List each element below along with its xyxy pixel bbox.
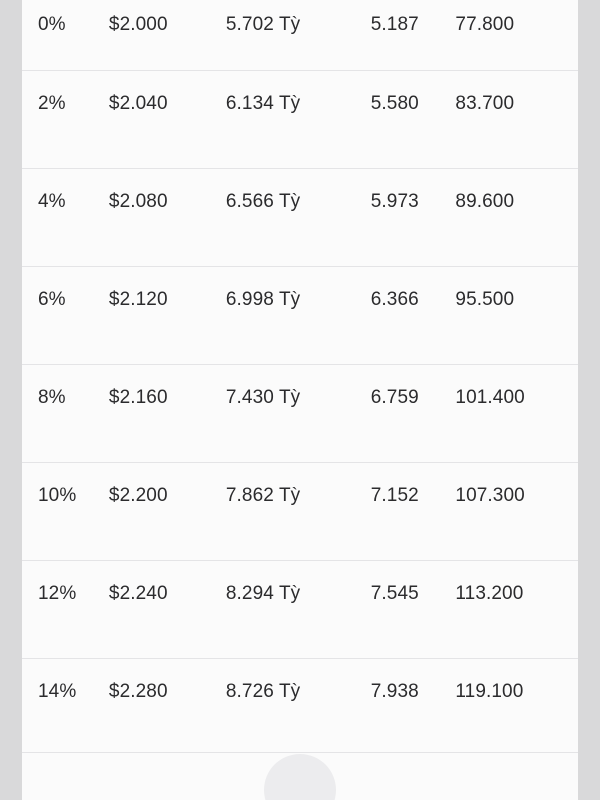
cell-text: 0%	[38, 14, 66, 35]
cell-percent	[22, 658, 109, 756]
cell-text: 4%	[38, 190, 66, 212]
cell-amount	[109, 560, 226, 658]
table-body	[22, 0, 578, 756]
cell-text: 77.800	[455, 14, 515, 35]
cell-text: $2.160	[108, 386, 168, 408]
cell-ratio	[371, 0, 456, 70]
cell-ratio	[371, 266, 456, 364]
cell-text: $2.200	[108, 484, 168, 506]
cell-text: 101.400	[455, 386, 525, 408]
cell-total	[226, 266, 371, 364]
cell-units	[455, 266, 578, 364]
cell-ratio	[371, 70, 456, 168]
cell-total	[226, 168, 371, 266]
cell-percent	[22, 0, 109, 70]
table-row[interactable]	[22, 364, 578, 462]
cell-total	[226, 70, 371, 168]
right-edge-gutter	[578, 0, 600, 800]
cell-ratio	[371, 658, 456, 756]
cell-text: 113.200	[455, 582, 524, 604]
table-row[interactable]	[22, 0, 578, 70]
cell-text: $2.000	[108, 14, 168, 35]
cell-text: 10%	[38, 484, 77, 506]
cell-amount	[109, 266, 226, 364]
cell-amount	[109, 70, 226, 168]
cell-text: 7.545	[370, 582, 419, 604]
cell-text: 5.973	[370, 190, 419, 212]
cell-text: 7.938	[370, 680, 419, 702]
cell-text: 7.430 Tỳ	[225, 386, 301, 408]
cell-units	[455, 560, 578, 658]
cell-text: 8.294 Tỳ	[225, 582, 301, 604]
cell-total	[226, 658, 371, 756]
cell-percent	[22, 266, 109, 364]
cell-text: 6.998 Tỳ	[225, 288, 301, 310]
cell-text: 107.300	[455, 484, 525, 506]
cell-text: 8.726 Tỳ	[225, 680, 301, 702]
table-row[interactable]	[22, 462, 578, 560]
cell-percent	[22, 168, 109, 266]
cell-text: 5.702 Tỳ	[225, 14, 301, 35]
cell-percent	[22, 560, 109, 658]
table-row[interactable]	[22, 168, 578, 266]
cell-amount	[109, 364, 226, 462]
left-edge-gutter	[0, 0, 22, 800]
cell-units	[455, 364, 578, 462]
cell-total	[226, 0, 371, 70]
cell-text: $2.120	[108, 288, 168, 310]
cell-amount	[109, 658, 226, 756]
cell-text: 7.862 Tỳ	[225, 484, 301, 506]
cell-ratio	[371, 364, 456, 462]
cell-percent	[22, 364, 109, 462]
cell-units	[455, 0, 578, 70]
cell-ratio	[371, 168, 456, 266]
cell-total	[226, 364, 371, 462]
cell-units	[455, 70, 578, 168]
cell-text: 95.500	[455, 288, 515, 310]
bottom-bar	[22, 752, 578, 800]
cell-total	[226, 560, 371, 658]
cell-text: 119.100	[455, 680, 524, 702]
cell-text: 83.700	[455, 92, 515, 114]
cell-text: 6%	[38, 288, 66, 310]
cell-text: $2.240	[108, 582, 168, 604]
cell-text: 12%	[38, 582, 77, 604]
cell-text: 14%	[38, 680, 77, 702]
cell-text: 5.580	[370, 92, 419, 114]
cell-units	[455, 168, 578, 266]
cell-text: 8%	[38, 386, 66, 408]
cell-text: 5.187	[370, 14, 419, 35]
cell-units	[455, 658, 578, 756]
document-page[interactable]	[22, 0, 578, 800]
table-row[interactable]	[22, 266, 578, 364]
cell-text: 6.566 Tỳ	[225, 190, 301, 212]
cell-text: 7.152	[370, 484, 419, 506]
cell-text: 2%	[38, 92, 66, 114]
data-table	[22, 0, 578, 757]
cell-amount	[109, 462, 226, 560]
cell-amount	[109, 0, 226, 70]
cell-text: 89.600	[455, 190, 515, 212]
cell-text: $2.040	[108, 92, 168, 114]
cell-text: $2.080	[108, 190, 168, 212]
cell-units	[455, 462, 578, 560]
table-row[interactable]	[22, 70, 578, 168]
cell-text: 6.134 Tỳ	[225, 92, 301, 114]
cell-ratio	[371, 462, 456, 560]
cell-percent	[22, 70, 109, 168]
cell-amount	[109, 168, 226, 266]
home-indicator[interactable]	[264, 754, 336, 800]
cell-text: 6.759	[370, 386, 419, 408]
cell-percent	[22, 462, 109, 560]
cell-total	[226, 462, 371, 560]
cell-text: 6.366	[370, 288, 419, 310]
cell-ratio	[371, 560, 456, 658]
cell-text: $2.280	[108, 680, 168, 702]
table-row[interactable]	[22, 658, 578, 756]
table-row[interactable]	[22, 560, 578, 658]
